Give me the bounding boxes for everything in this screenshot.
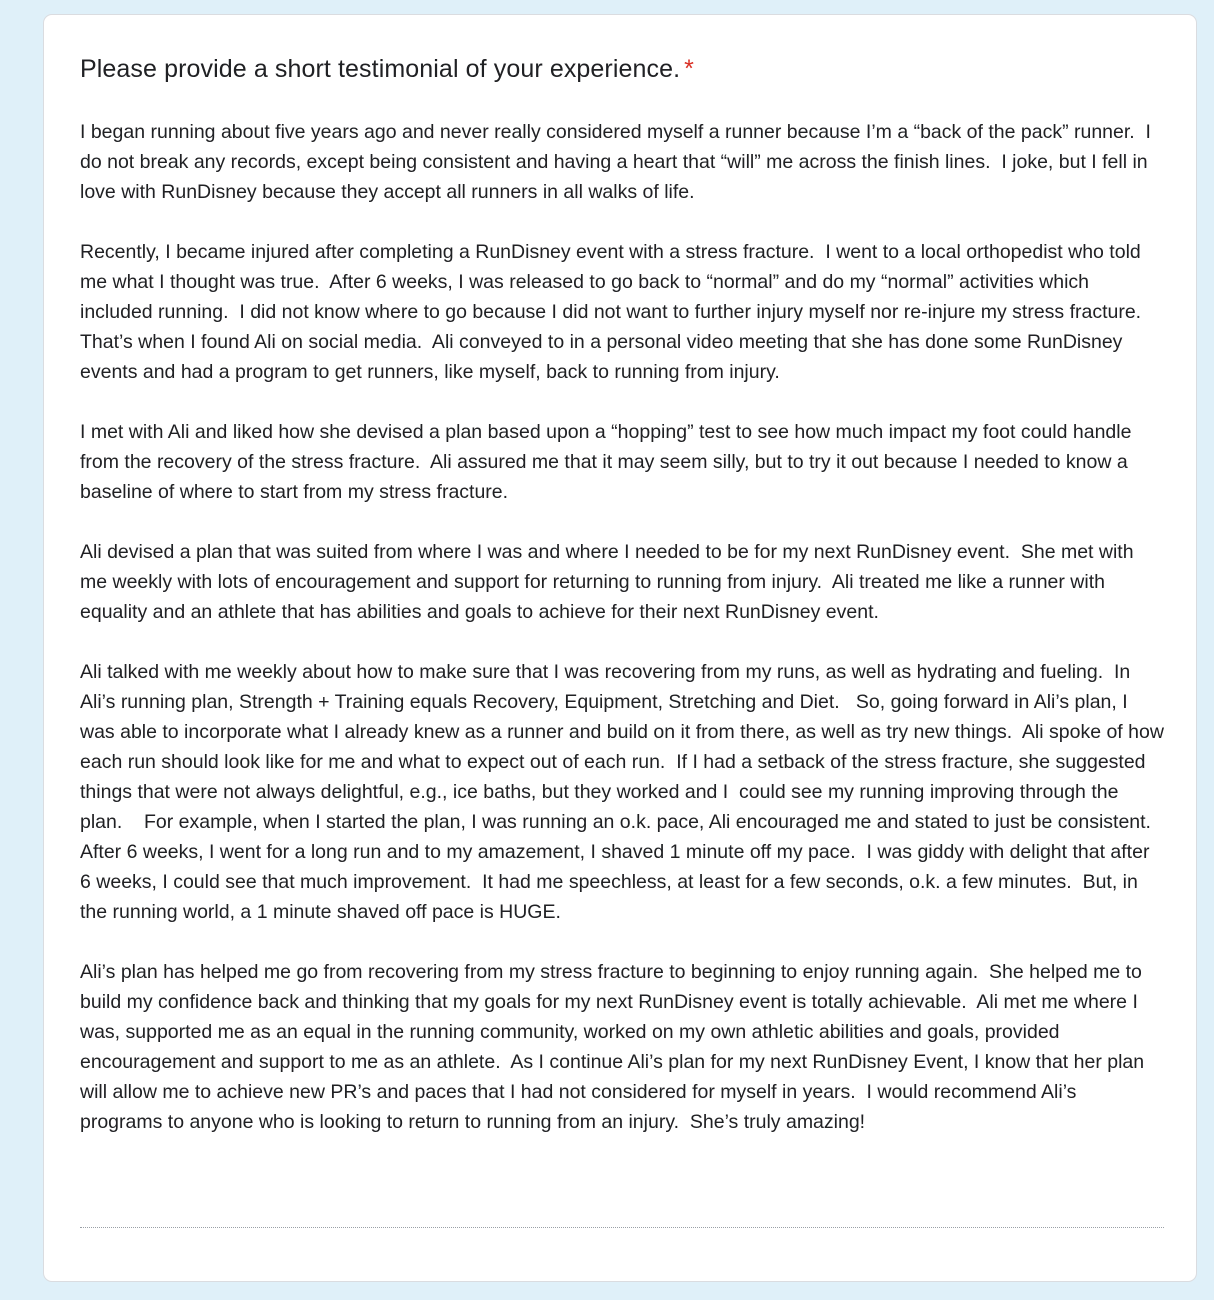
answer-paragraph: Ali talked with me weekly about how to make sure that I was recovering from my runs, as well as hydrating and fueling. In Ali’s running plan, Strength + Training equals Recovery, Equipment, Stretching and Diet. So, going forward in Ali’s plan, I was able to incorporate what I already knew as a runner and build on it from there, as well as try new things. Ali spoke of how each run should look like for me and what to expect out of each run. If I had a setback of the stress fracture, she suggested things that were not always delightful, e.g., ice baths, but they worked and I could see my running improving through the plan. For example, when I started the plan, I was running an o.k. pace, Ali encouraged me and stated to just be consistent. After 6 weeks, I went for a long run and to my amazement, I shaved 1 minute off my pace. I was giddy with delight that after 6 weeks, I could see that much improvement. It had me speechless, at least for a few seconds, o.k. a few minutes. But, in the running world, a 1 minute shaved off pace is HUGE. <box>80 661 1170 923</box>
question-title-text: Please provide a short testimonial of your experience. <box>80 55 681 83</box>
answer-paragraph: I began running about five years ago and never really considered myself a runner because I’m a “back of the pack” runner. I do not break any records, except being consistent and having a heart that “will” me across the finish lines. I joke, but I fell in love with RunDisney because they accept all runners in all walks of life. <box>80 121 1157 203</box>
answer-paragraph: Recently, I became injured after completing a RunDisney event with a stress fracture. I went to a local orthopedist who told me what I thought was true. After 6 weeks, I was released to go back to “normal” and do my “normal” activities which included running. I did not know where to go because I did not want to further injury myself nor re-injure my stress fracture. That’s when I found Ali on social media. Ali conveyed to in a personal video meeting that she has done some RunDisney events and had a program to get runners, like myself, back to running from injury. <box>80 241 1152 383</box>
answer-paragraph: Ali devised a plan that was suited from where I was and where I needed to be for my next RunDisney event. She met with me weekly with lots of encouragement and support for returning to running from injury. Ali treated me like a runner with equality and an athlete that has abilities and goals to achieve for their next RunDisney event. <box>80 541 1139 623</box>
answer-underline <box>80 1227 1164 1228</box>
question-card <box>43 14 1197 1282</box>
required-asterisk: * <box>684 55 695 83</box>
testimonial-answer-field[interactable] <box>80 117 1170 1137</box>
question-title <box>80 55 694 84</box>
answer-paragraph: I met with Ali and liked how she devised a plan based upon a “hopping” test to see how much impact my foot could handle from the recovery of the stress fracture. Ali assured me that it may seem silly, but to try it out because I needed to know a baseline of where to start from my stress fracture. <box>80 421 1137 503</box>
answer-paragraph: Ali’s plan has helped me go from recovering from my stress fracture to beginning to enjoy running again. She helped me to build my confidence back and thinking that my goals for my next RunDisney event is totally achievable. Ali met me where I was, supported me as an equal in the running community, worked on my own athletic abilities and goals, provided encouragement and support to me as an athlete. As I continue Ali’s plan for my next RunDisney Event, I know that her plan will allow me to achieve new PR’s and paces that I had not considered for myself in years. I would recommend Ali’s programs to anyone who is looking to return to running from an injury. She’s truly amazing! <box>80 961 1150 1133</box>
